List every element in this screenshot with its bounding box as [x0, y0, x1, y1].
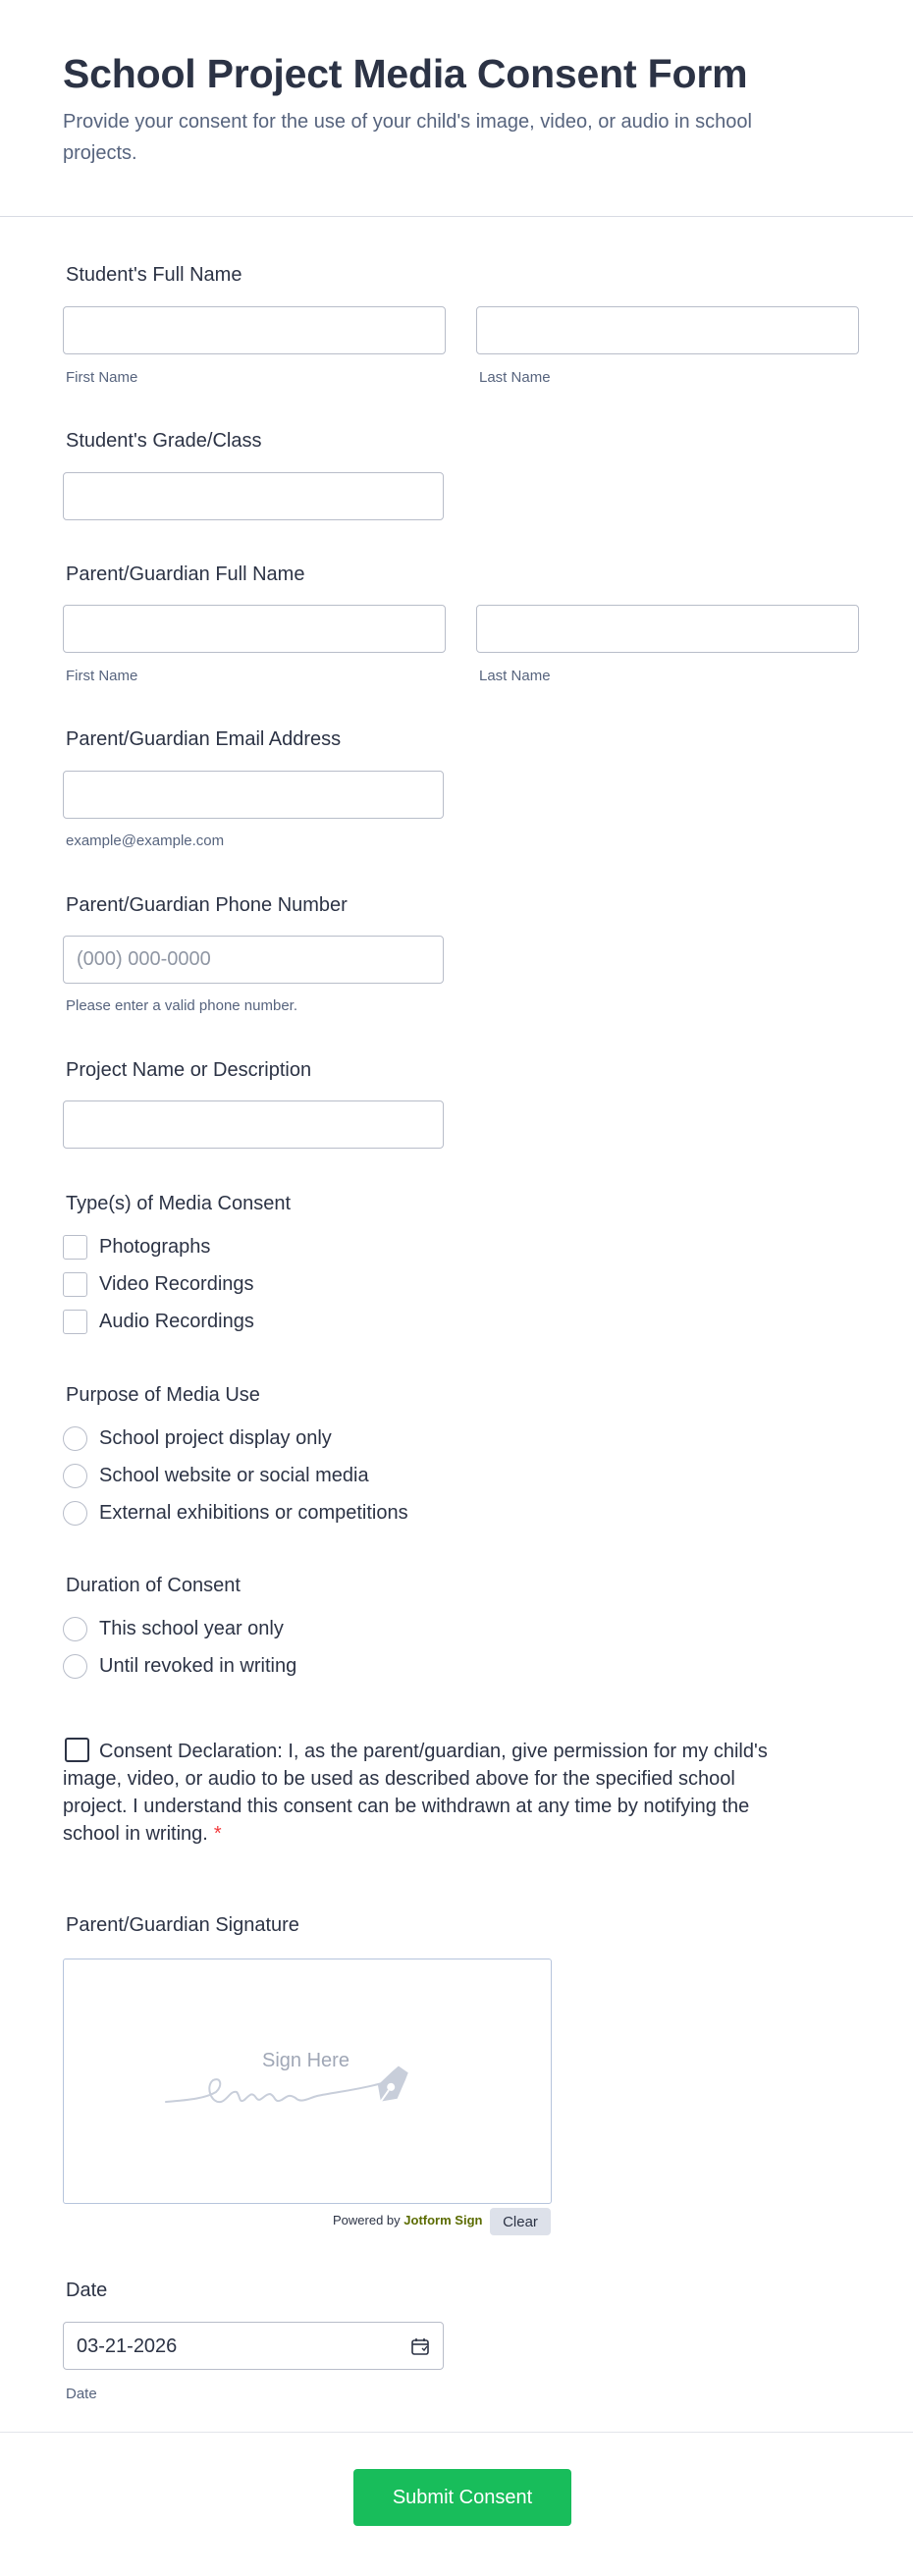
- option-label: External exhibitions or competitions: [99, 1501, 408, 1524]
- duration-option-revoked[interactable]: [63, 1653, 296, 1679]
- option-label: This school year only: [99, 1617, 284, 1639]
- option-label: Photographs: [99, 1235, 211, 1258]
- date-value: 03-21-2026: [77, 2335, 178, 2357]
- purpose-option-external[interactable]: [63, 1500, 408, 1526]
- option-label: School website or social media: [99, 1464, 369, 1486]
- media-option-photographs[interactable]: [63, 1234, 210, 1260]
- date-input[interactable]: [63, 2322, 444, 2370]
- student-name-label: Student's Full Name: [66, 264, 242, 286]
- guardian-name-label: Parent/Guardian Full Name: [66, 564, 305, 585]
- email-input[interactable]: [63, 771, 444, 819]
- email-label: Parent/Guardian Email Address: [66, 728, 342, 750]
- student-first-name-sublabel: First Name: [66, 369, 138, 386]
- clear-signature-button[interactable]: Clear: [490, 2208, 551, 2235]
- signature-pen-icon: [162, 2053, 437, 2121]
- project-input[interactable]: [63, 1100, 444, 1149]
- option-label: Audio Recordings: [99, 1310, 254, 1332]
- duration-label: Duration of Consent: [66, 1575, 241, 1596]
- purpose-option-website[interactable]: [63, 1463, 369, 1488]
- media-option-video[interactable]: [63, 1271, 254, 1297]
- calendar-icon[interactable]: [410, 2336, 430, 2356]
- jotform-sign-brand: Jotform Sign: [403, 2213, 483, 2227]
- required-mark: *: [213, 1823, 222, 1845]
- declaration-text: Consent Declaration: I, as the parent/guardian, give permission for my child's image, video, or audio to be used as described above for the specified school project. I understand this consent can be withdrawn at any time by notifying the school in writing.: [63, 1741, 768, 1845]
- signature-pad[interactable]: [63, 1959, 552, 2204]
- purpose-label: Purpose of Media Use: [66, 1384, 260, 1406]
- guardian-last-name-sublabel: Last Name: [479, 668, 551, 684]
- radio-button[interactable]: [63, 1426, 87, 1451]
- date-sublabel: Date: [66, 2386, 97, 2402]
- option-label: Until revoked in writing: [99, 1654, 297, 1677]
- grade-input[interactable]: [63, 472, 444, 520]
- phone-input[interactable]: [63, 936, 444, 984]
- footer-divider: [0, 2432, 913, 2433]
- student-last-name-input[interactable]: [476, 306, 859, 354]
- duration-option-year[interactable]: [63, 1616, 284, 1641]
- sign-here-placeholder: Sign Here: [262, 2050, 349, 2071]
- radio-button[interactable]: [63, 1501, 87, 1526]
- consent-declaration: [63, 1738, 770, 1848]
- date-label: Date: [66, 2280, 108, 2301]
- powered-by-label: Powered by: [333, 2213, 401, 2227]
- declaration-checkbox[interactable]: [65, 1738, 89, 1762]
- guardian-last-name-input[interactable]: [476, 605, 859, 653]
- project-label: Project Name or Description: [66, 1059, 312, 1081]
- signature-label: Parent/Guardian Signature: [66, 1914, 299, 1936]
- radio-button[interactable]: [63, 1617, 87, 1641]
- form-title: School Project Media Consent Form: [63, 51, 748, 96]
- powered-by-text: [333, 2213, 482, 2227]
- guardian-first-name-input[interactable]: [63, 605, 446, 653]
- purpose-option-display[interactable]: [63, 1425, 332, 1451]
- checkbox[interactable]: [63, 1272, 87, 1297]
- radio-button[interactable]: [63, 1464, 87, 1488]
- checkbox[interactable]: [63, 1235, 87, 1260]
- phone-label: Parent/Guardian Phone Number: [66, 894, 348, 916]
- checkbox[interactable]: [63, 1310, 87, 1334]
- email-sublabel: example@example.com: [66, 832, 225, 849]
- grade-label: Student's Grade/Class: [66, 430, 262, 452]
- student-last-name-sublabel: Last Name: [479, 369, 551, 386]
- submit-consent-button[interactable]: Submit Consent: [353, 2469, 571, 2526]
- media-types-label: Type(s) of Media Consent: [66, 1193, 291, 1214]
- option-label: Video Recordings: [99, 1272, 254, 1295]
- form-header: [0, 0, 913, 217]
- student-first-name-input[interactable]: [63, 306, 446, 354]
- radio-button[interactable]: [63, 1654, 87, 1679]
- phone-sublabel: Please enter a valid phone number.: [66, 997, 297, 1014]
- media-option-audio[interactable]: [63, 1309, 254, 1334]
- form-subtitle: Provide your consent for the use of your child's image, video, or audio in school projects.: [63, 111, 752, 164]
- guardian-first-name-sublabel: First Name: [66, 668, 138, 684]
- option-label: School project display only: [99, 1426, 332, 1449]
